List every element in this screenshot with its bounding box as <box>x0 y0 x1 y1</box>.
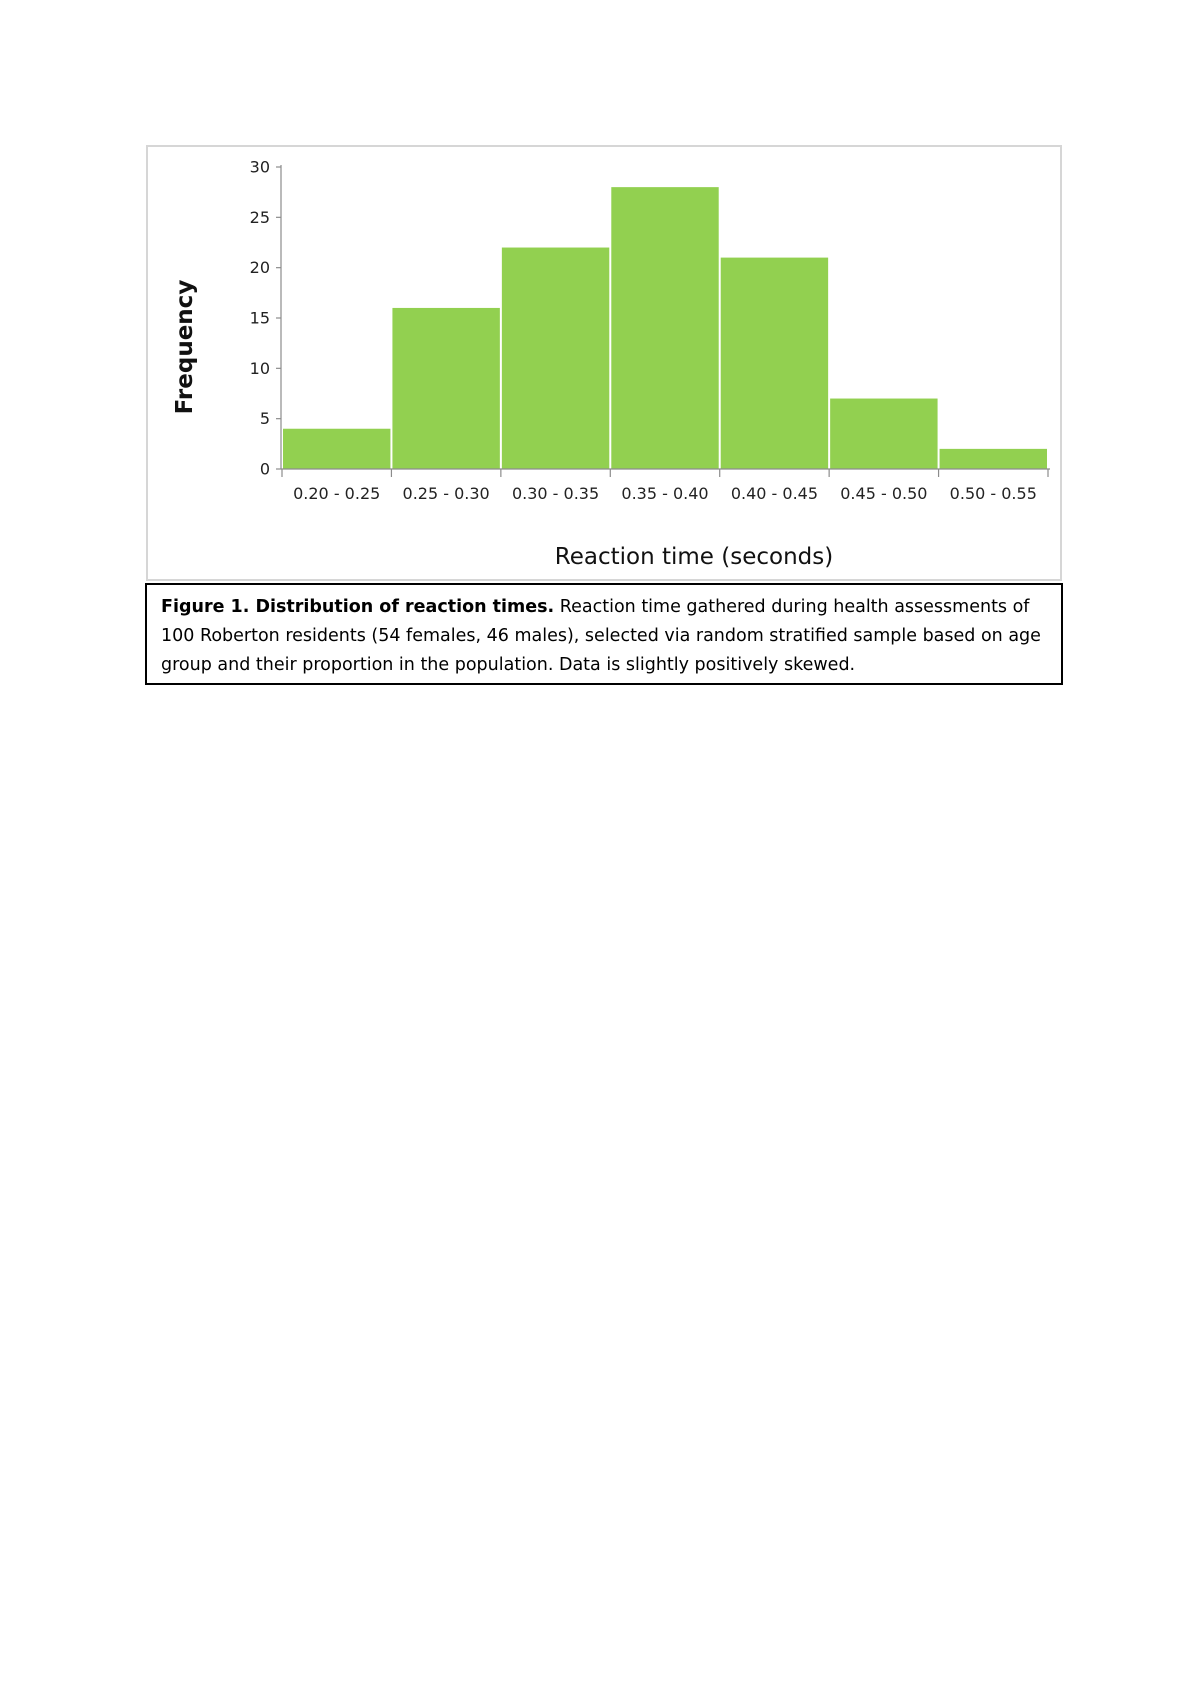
bars-layer <box>283 187 1047 469</box>
bar-0-20-0-25 <box>283 429 390 469</box>
figure-caption <box>145 583 1063 685</box>
bar-0-30-0-35 <box>502 248 609 469</box>
caption-text: Reaction time gathered during health assessments of 100 Roberton residents (54 females, 46 males), selected via random stratified sample based on age group and their proportion in the population. Data is slightly positively skewed. <box>161 597 1041 675</box>
chart-frame <box>146 145 1062 581</box>
y-tick-label-25: 25 <box>249 207 270 227</box>
y-tick-label-20: 20 <box>249 258 270 278</box>
x-tick-label-2: 0.30 - 0.35 <box>511 484 600 503</box>
x-axis-title: Reaction time (seconds) <box>554 544 834 570</box>
y-tick-label-10: 10 <box>249 358 270 378</box>
caption-title: Figure 1. Distribution of reaction times. <box>161 597 555 617</box>
y-tick-label-15: 15 <box>249 308 270 328</box>
x-tick-label-5: 0.45 - 0.50 <box>840 484 928 503</box>
y-axis-title: Frequency <box>172 279 198 415</box>
bar-0-40-0-45 <box>721 258 828 469</box>
x-tick-label-6: 0.50 - 0.55 <box>949 484 1037 503</box>
y-tick-label-5: 5 <box>259 409 270 429</box>
y-tick-label-30: 30 <box>249 157 270 177</box>
histogram-chart <box>148 147 1064 583</box>
x-tick-label-0: 0.20 - 0.25 <box>293 484 381 503</box>
bar-0-50-0-55 <box>940 449 1047 469</box>
bar-0-35-0-40 <box>611 187 718 469</box>
y-tick-label-0: 0 <box>259 459 270 479</box>
x-tick-label-4: 0.40 - 0.45 <box>730 484 819 503</box>
x-tick-label-3: 0.35 - 0.40 <box>621 484 709 503</box>
x-tick-label-1: 0.25 - 0.30 <box>402 484 490 503</box>
bar-0-45-0-50 <box>830 399 937 469</box>
bar-0-25-0-30 <box>392 308 499 469</box>
